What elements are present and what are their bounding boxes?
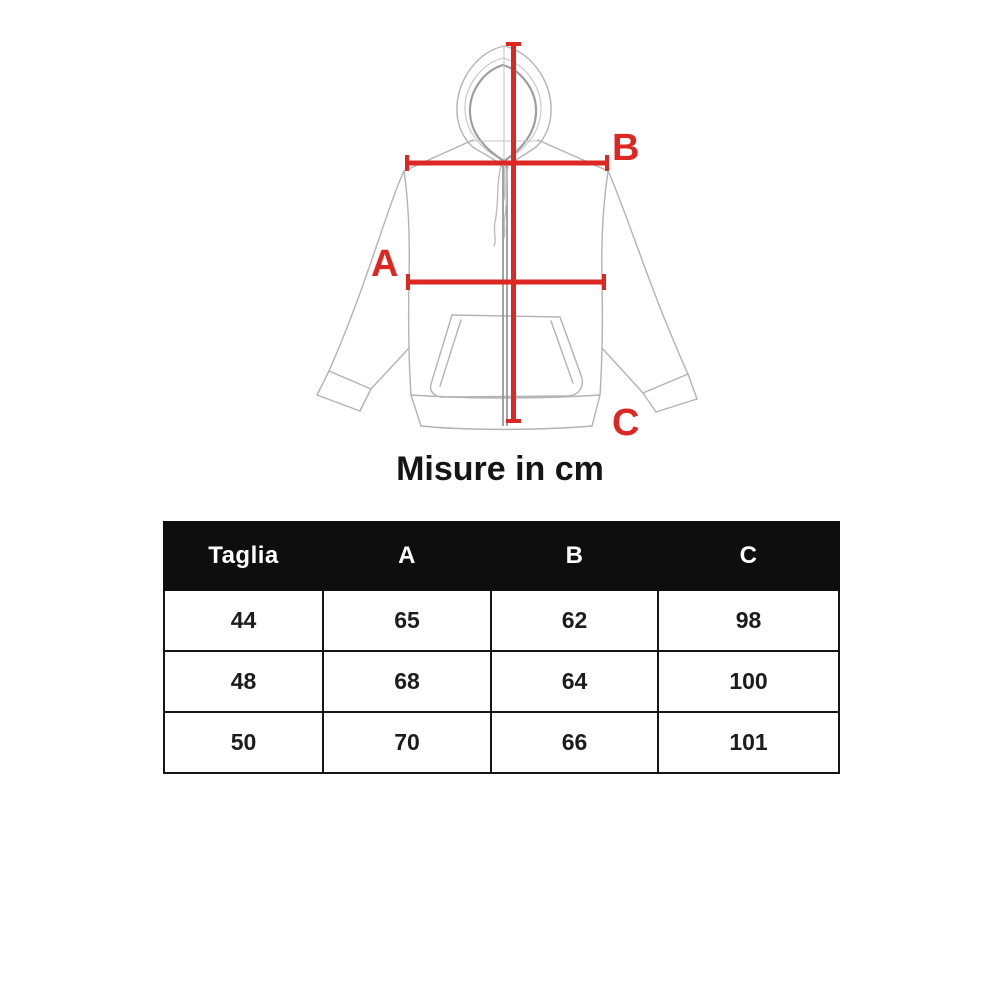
table-cell: 68	[323, 651, 491, 712]
table-cell: 70	[323, 712, 491, 773]
header-cell-c: C	[658, 522, 839, 590]
size-table	[163, 521, 840, 774]
header-cell-taglia: Taglia	[164, 522, 323, 590]
measurement-line-chest	[408, 274, 604, 290]
table-cell: 62	[491, 590, 658, 651]
table-row	[164, 712, 839, 773]
table-cell: 64	[491, 651, 658, 712]
table-row	[164, 590, 839, 651]
hoodie-diagram	[280, 25, 740, 450]
table-cell: 50	[164, 712, 323, 773]
table-cell: 44	[164, 590, 323, 651]
measurement-label-a: A	[371, 243, 399, 285]
measurement-line-length	[506, 44, 521, 421]
header-row	[164, 522, 839, 590]
size-table-body	[164, 590, 839, 773]
measurement-label-c: C	[612, 402, 640, 444]
header-cell-a: A	[323, 522, 491, 590]
table-cell: 65	[323, 590, 491, 651]
table-row	[164, 651, 839, 712]
drawstrings	[494, 166, 508, 246]
table-cell: 101	[658, 712, 839, 773]
table-cell: 98	[658, 590, 839, 651]
table-cell: 100	[658, 651, 839, 712]
header-cell-b: B	[491, 522, 658, 590]
page-title: Misure in cm	[396, 450, 604, 488]
table-cell: 66	[491, 712, 658, 773]
size-table-header	[164, 522, 839, 590]
measurement-label-b: B	[612, 127, 640, 169]
table-cell: 48	[164, 651, 323, 712]
